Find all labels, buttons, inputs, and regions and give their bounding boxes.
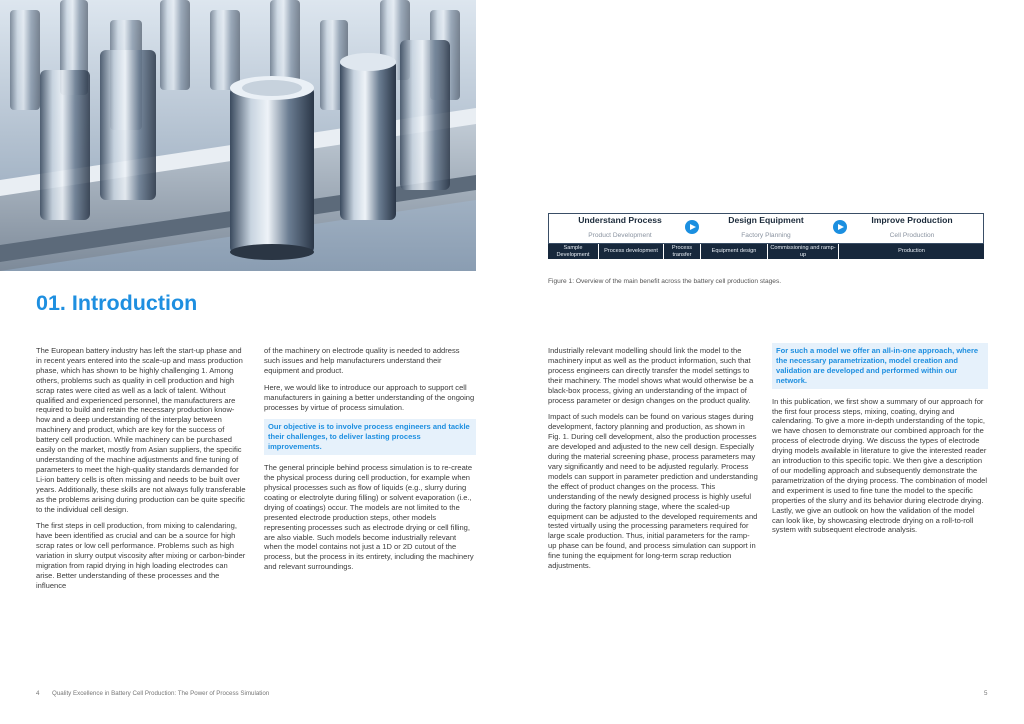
play-arrow-icon bbox=[833, 220, 847, 234]
section-number: 01. bbox=[36, 291, 66, 315]
section-title: Introduction bbox=[71, 291, 198, 315]
paragraph: Here, we would like to introduce our approach to support cell manufacturers in gaining a better understanding of the ongoing processes by virtue of process simulation. bbox=[264, 382, 475, 412]
paragraph: The first steps in cell production, from mixing to calendaring, have been identified as crucial and can be a source for high scrap rates or low cell performance. Problems such as high variation in slurry output viscosity after mixing or carbon-binder migration from rapid drying in high loading electrodes can arise. Better understanding of these processes and the influence bbox=[36, 521, 246, 590]
stage-subtitle-factory-planning: Factory Planning bbox=[741, 232, 791, 239]
section-heading bbox=[36, 291, 197, 316]
paragraph: The general principle behind process simulation is to re-create the physical process during cell production, for example when physical processes such as flow of liquids (e.g., slurry during coating or electrolyte during filling) or solvent evaporation (i.e., drying of coatings) occur. The models are not limited to the presented electrode production steps, other models representing processes such as electrode drying or cell filling, are also viable. Such models become industrially relevant when the model contains not just a 1D or 2D cutout of the process, but the process in its entirety, including the machinery and relevant surroundings. bbox=[264, 463, 474, 572]
figure-caption: Figure 1: Overview of the main benefit across the battery cell production stages. bbox=[548, 278, 782, 285]
text-column-2 bbox=[264, 346, 476, 579]
process-stages-diagram bbox=[548, 213, 984, 271]
step-equipment-design: Equipment design bbox=[701, 244, 767, 259]
stage-subtitle-product-development: Product Development bbox=[588, 232, 652, 239]
text-column-3 bbox=[548, 346, 758, 578]
paragraph: In this publication, we first show a summary of our approach for the first four process steps, mixing, coating, drying and calendaring. To give a more in-depth understanding of the topic, we have chosen to demonstrate our combined approach for the process of electrode drying. We discuss the types of electrode drying models available in literature to give the interested reader an introduction to this specific topic. We then give a description of our modelling approach and subsequently demonstrate the parametrization of the drying process. The combination of model and experiment is used to fine tune the model to the specific properties of the slurry and its behavior during electrode drying. Lastly, we give an outlook on how the validation of the model can look like, by showcasing electrode drying on a roll-to-roll system with subsequent electrode analysis. bbox=[772, 396, 988, 535]
text-column-1 bbox=[36, 346, 246, 598]
paragraph: The European battery industry has left the start-up phase and in recent years entered into the scale-up and mass production phase, which has shown to be highly challenging 1. Among others, problems such as quality in cell production and high scrap rates were cited as well as a lack of talent. Without qualified and experienced personnel, the manufacturers are required to build and retain the necessary production know-how and a deep understanding of the interplay between machinery and product, which are key for the success of battery cell production. While machinery can be purchased easily on the market, mostly from Asian suppliers, the specific understanding of the machine adjustments and fine tuning of parameters to meet the high-quality standards demanded for Li-ion battery cells is often missing and needs to be built over years. Additionally, these skills are not always fully transferable as the problems arising during production can be quite specific to the individual cell design. bbox=[36, 346, 246, 514]
stage-title-improve-production: Improve Production bbox=[871, 215, 953, 225]
step-production: Production bbox=[839, 244, 984, 259]
step-sample-development: Sample Development bbox=[548, 244, 598, 259]
highlight-callout: Our objective is to involve process engineers and tackle their challenges, to deliver lasting process improvements. bbox=[264, 419, 476, 455]
text-column-4 bbox=[772, 343, 988, 542]
step-commissioning: Commissioning and ramp-up bbox=[768, 244, 838, 259]
stage-title-understand-process: Understand Process bbox=[578, 215, 662, 225]
stage-title-design-equipment: Design Equipment bbox=[728, 215, 804, 225]
page-number-right: 5 bbox=[984, 690, 988, 697]
paragraph: of the machinery on electrode quality is needed to address such issues and help manufacturers understand their equipment and product. bbox=[264, 346, 460, 375]
battery-cells-illustration bbox=[0, 0, 476, 271]
play-arrow-icon bbox=[685, 220, 699, 234]
step-process-transfer: Process transfer bbox=[664, 244, 700, 259]
paragraph: Impact of such models can be found on various stages during development, factory planning and production, as shown in Fig. 1. During cell development, also the production processes are developed and adjusted to the new cell design. Especially during the material screening phase, process parameters may vary significantly and need to be adjusted regularly. Process models can support in parameter prediction and understanding the effect of product changes on the process. This understanding of the newly designed process is highly useful during the factory planning stage, where the scaled-up equipment can be adjusted to the developed requirements and tested virtually using the processing parameters required for large scale production. Thus, initial parameters for the ramp-up phase can be found, and process simulation can support in fine tuning the equipment for long-term scrap reduction adjustments. bbox=[548, 412, 758, 571]
footer-title: Quality Excellence in Battery Cell Production: The Power of Process Simulation bbox=[52, 690, 270, 697]
step-process-development: Process development bbox=[599, 244, 663, 259]
hero-image bbox=[0, 0, 476, 271]
highlight-callout: For such a model we offer an all-in-one approach, where the necessary parametrization, model creation and validation are developed and performed within our network. bbox=[772, 343, 988, 389]
stage-subtitle-cell-production: Cell Production bbox=[889, 232, 935, 239]
paragraph: Industrially relevant modelling should link the model to the machinery input as well as the product information, such that process engineers can directly transfer the model settings to their machinery. The model shows what would otherwise be a black-box process, giving an understanding of the impact of process parameter or design changes on the product quality. bbox=[548, 346, 754, 405]
page-number-left: 4 bbox=[36, 690, 40, 697]
